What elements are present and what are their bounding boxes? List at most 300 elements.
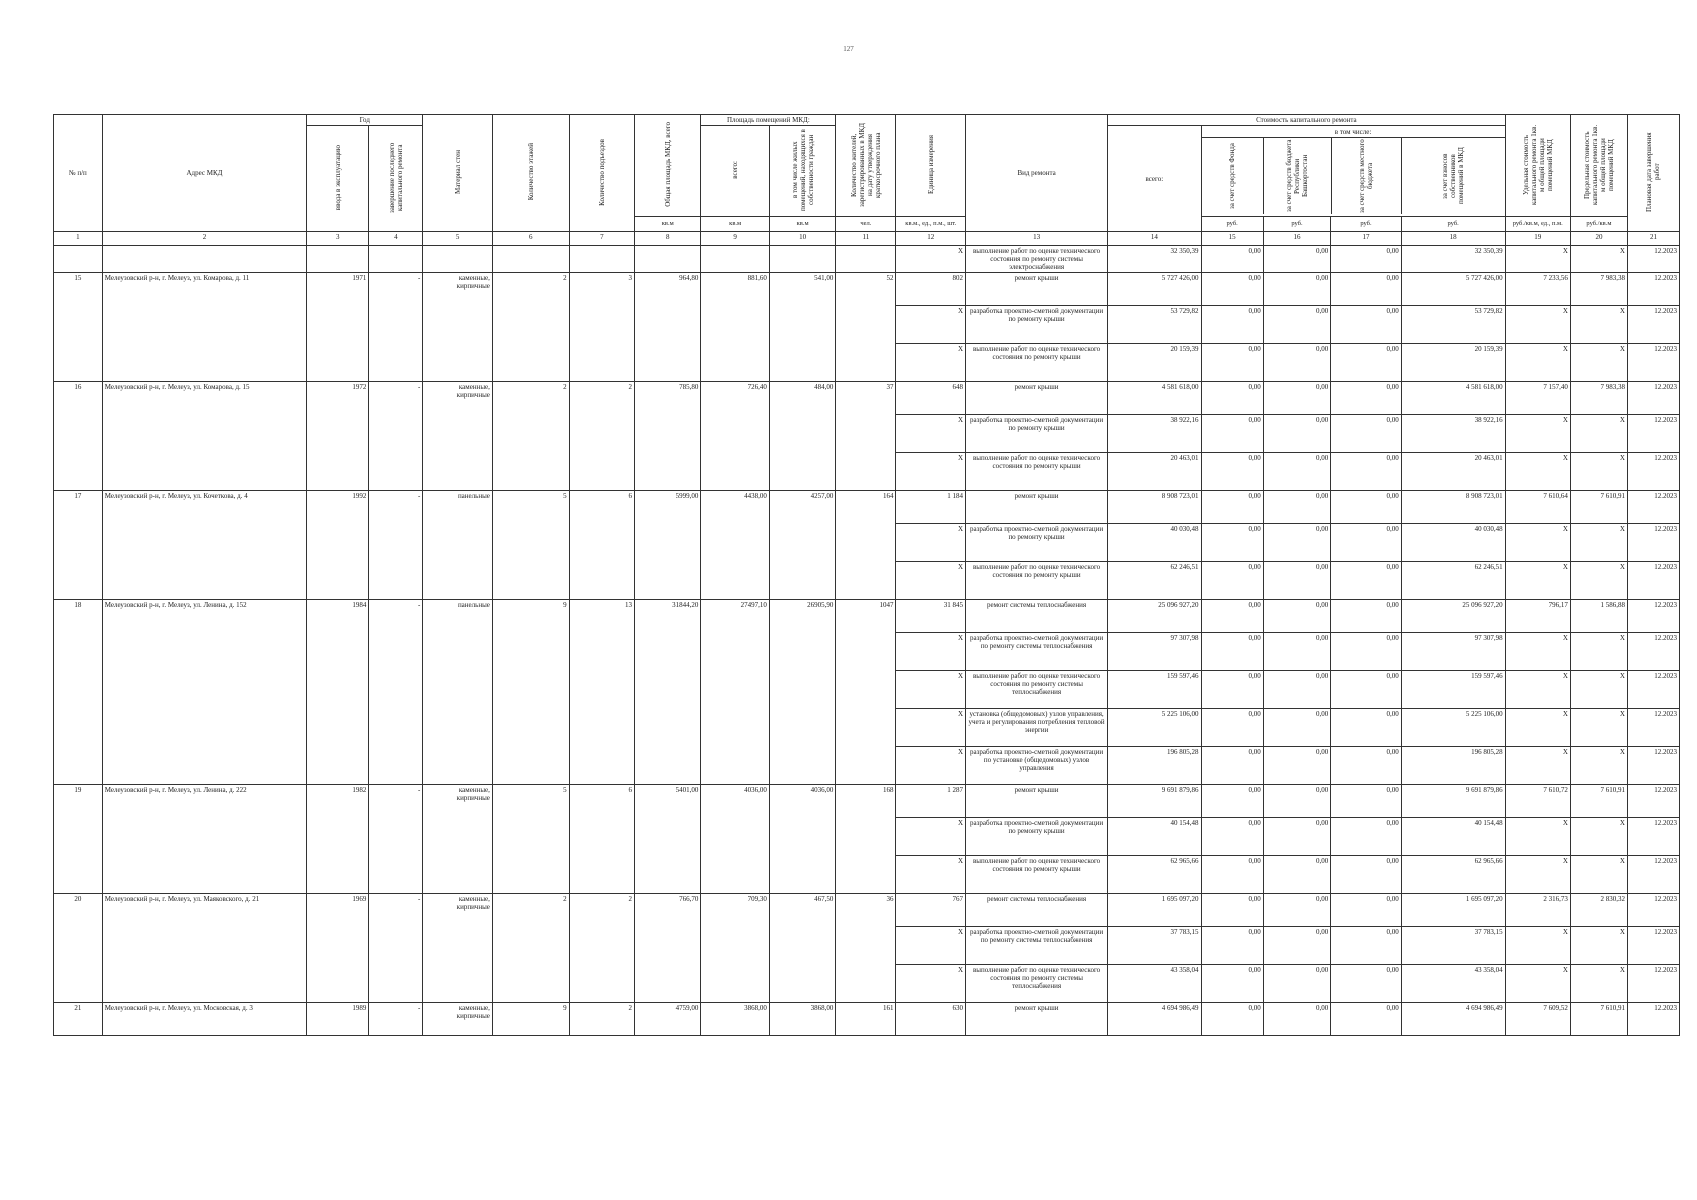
unit-quantity: X — [896, 246, 966, 273]
header-residents: Количество жителей, зарегистрированных в МКД на дату утверждения краткосрочного плана — [836, 115, 896, 217]
cost-owners: 53 729,82 — [1401, 306, 1505, 344]
unit-residents: чел. — [836, 217, 896, 232]
cost-owners: 38 922,16 — [1401, 415, 1505, 453]
year-commission: 1969 — [307, 894, 369, 1003]
unit-cost-owners: руб. — [1401, 217, 1505, 232]
max-cost: X — [1570, 856, 1627, 894]
max-cost: X — [1570, 633, 1627, 671]
wall-material: каменные, кирпичные — [423, 785, 493, 894]
cost-local: 0,00 — [1331, 785, 1402, 818]
cost-republic: 0,00 — [1263, 818, 1330, 856]
cost-fund: 0,00 — [1201, 965, 1263, 1003]
column-number: 18 — [1401, 232, 1505, 246]
empty-cell — [701, 246, 769, 273]
cost-owners: 37 783,15 — [1401, 927, 1505, 965]
cost-local: 0,00 — [1331, 306, 1402, 344]
plan-date: 12.2023 — [1627, 273, 1679, 306]
cost-fund: 0,00 — [1201, 927, 1263, 965]
cost-fund: 0,00 — [1201, 382, 1263, 415]
plan-date: 12.2023 — [1627, 415, 1679, 453]
total-area: 5999,00 — [635, 491, 701, 600]
cost-local: 0,00 — [1331, 524, 1402, 562]
column-number: 19 — [1505, 232, 1570, 246]
cost-local: 0,00 — [1331, 633, 1402, 671]
work-type: установка (общедомовых) узлов управления, учета и регулирования потребления тепловой энергии — [966, 709, 1108, 747]
unit-quantity: X — [896, 671, 966, 709]
cost-republic: 0,00 — [1263, 491, 1330, 524]
column-number: 20 — [1570, 232, 1627, 246]
cost-total: 20 463,01 — [1108, 453, 1201, 491]
entrances-count: 6 — [569, 785, 634, 894]
total-area: 964,80 — [635, 273, 701, 382]
empty-cell — [769, 246, 835, 273]
header-num: № п/п — [54, 115, 103, 232]
max-cost: X — [1570, 344, 1627, 382]
object-group — [54, 894, 1680, 1003]
cost-republic: 0,00 — [1263, 965, 1330, 1003]
plan-date: 12.2023 — [1627, 785, 1679, 818]
floors-count: 2 — [492, 894, 569, 1003]
max-cost: 1 586,88 — [1570, 600, 1627, 633]
cost-owners: 159 597,46 — [1401, 671, 1505, 709]
column-number: 12 — [896, 232, 966, 246]
cost-total: 5 727 426,00 — [1108, 273, 1201, 306]
year-commission: 1992 — [307, 491, 369, 600]
cost-owners: 40 030,48 — [1401, 524, 1505, 562]
cost-republic: 0,00 — [1263, 785, 1330, 818]
object-number: 19 — [54, 785, 103, 894]
specific-cost: 7 233,56 — [1505, 273, 1570, 306]
column-number: 16 — [1263, 232, 1330, 246]
max-cost: 7 983,38 — [1570, 273, 1627, 306]
column-number: 9 — [701, 232, 769, 246]
object-group — [54, 785, 1680, 894]
cost-fund: 0,00 — [1201, 491, 1263, 524]
header-specific-cost: Удельная стоимость капитального ремонта 1кв. м общей площади помещений МКД — [1505, 115, 1570, 217]
unit-quantity: X — [896, 818, 966, 856]
plan-date: 12.2023 — [1627, 747, 1679, 785]
cost-owners: 25 096 927,20 — [1401, 600, 1505, 633]
cost-local: 0,00 — [1331, 856, 1402, 894]
header-unit: Единица измерения — [896, 115, 966, 217]
max-cost: 7 610,91 — [1570, 785, 1627, 818]
cost-fund: 0,00 — [1201, 709, 1263, 747]
object-group — [54, 491, 1680, 600]
unit-cost-local: руб. — [1331, 217, 1402, 232]
unit-quantity: 767 — [896, 894, 966, 927]
max-cost: X — [1570, 246, 1627, 273]
cost-republic: 0,00 — [1263, 856, 1330, 894]
object-group — [54, 382, 1680, 491]
cost-republic: 0,00 — [1263, 1003, 1330, 1036]
residents-count: 164 — [836, 491, 896, 600]
floors-count: 5 — [492, 491, 569, 600]
max-cost: X — [1570, 306, 1627, 344]
floors-count: 2 — [492, 273, 569, 382]
header-cost-fund: за счет средств Фонда — [1202, 138, 1264, 214]
plan-date: 12.2023 — [1627, 382, 1679, 415]
plan-date: 12.2023 — [1627, 1003, 1679, 1036]
plan-date: 12.2023 — [1627, 600, 1679, 633]
cost-total: 196 805,28 — [1108, 747, 1201, 785]
cost-total: 62 965,66 — [1108, 856, 1201, 894]
specific-cost: X — [1505, 562, 1570, 600]
entrances-count: 6 — [569, 491, 634, 600]
max-cost: 7 610,91 — [1570, 491, 1627, 524]
plan-date: 12.2023 — [1627, 491, 1679, 524]
cost-total: 43 358,04 — [1108, 965, 1201, 1003]
cost-fund: 0,00 — [1201, 633, 1263, 671]
work-type: разработка проектно-сметной документации по ремонту крыши — [966, 306, 1108, 344]
cost-republic: 0,00 — [1263, 709, 1330, 747]
max-cost: X — [1570, 747, 1627, 785]
column-number: 1 — [54, 232, 103, 246]
entrances-count: 2 — [569, 382, 634, 491]
unit-quantity: X — [896, 747, 966, 785]
cost-total: 4 581 618,00 — [1108, 382, 1201, 415]
unit-quantity: X — [896, 453, 966, 491]
work-type: выполнение работ по оценке технического состояния по ремонту крыши — [966, 453, 1108, 491]
cost-fund: 0,00 — [1201, 600, 1263, 633]
residents-count: 168 — [836, 785, 896, 894]
cost-total: 4 694 986,49 — [1108, 1003, 1201, 1036]
object-address: Мелеузовский р-н, г. Мелеуз, ул. Комарова, д. 15 — [102, 382, 306, 491]
cost-local: 0,00 — [1331, 453, 1402, 491]
year-last-repair: - — [369, 491, 423, 600]
work-type: выполнение работ по оценке технического состояния по ремонту системы электроснабжения — [966, 246, 1108, 273]
entrances-count: 2 — [569, 894, 634, 1003]
column-number: 14 — [1108, 232, 1201, 246]
wall-material: панельные — [423, 600, 493, 785]
residents-count: 1047 — [836, 600, 896, 785]
cost-owners: 8 908 723,01 — [1401, 491, 1505, 524]
carryover-row — [54, 246, 1680, 273]
cost-owners: 1 695 097,20 — [1401, 894, 1505, 927]
year-last-repair: - — [369, 382, 423, 491]
unit-quantity: X — [896, 306, 966, 344]
year-last-repair: - — [369, 894, 423, 1003]
unit-quantity: X — [896, 524, 966, 562]
cost-total: 40 154,48 — [1108, 818, 1201, 856]
cost-local: 0,00 — [1331, 965, 1402, 1003]
year-last-repair: - — [369, 785, 423, 894]
cost-republic: 0,00 — [1263, 273, 1330, 306]
work-type: выполнение работ по оценке технического состояния по ремонту крыши — [966, 562, 1108, 600]
work-type: разработка проектно-сметной документации по ремонту крыши — [966, 818, 1108, 856]
work-type: разработка проектно-сметной документации по установке (общедомовых) узлов управления — [966, 747, 1108, 785]
capital-repair-table — [53, 114, 1680, 1036]
max-cost: X — [1570, 524, 1627, 562]
plan-date: 12.2023 — [1627, 709, 1679, 747]
year-commission: 1982 — [307, 785, 369, 894]
cost-fund: 0,00 — [1201, 562, 1263, 600]
column-number: 7 — [569, 232, 634, 246]
object-number: 16 — [54, 382, 103, 491]
specific-cost: X — [1505, 965, 1570, 1003]
header-total-area: Общая площадь МКД, всего — [635, 115, 701, 217]
cost-local: 0,00 — [1331, 818, 1402, 856]
specific-cost: X — [1505, 246, 1570, 273]
object-group — [54, 1003, 1680, 1036]
max-cost: X — [1570, 562, 1627, 600]
carryover-section — [54, 246, 1680, 273]
cost-owners: 62 246,51 — [1401, 562, 1505, 600]
specific-cost: X — [1505, 524, 1570, 562]
cost-total: 53 729,82 — [1108, 306, 1201, 344]
work-type: ремонт крыши — [966, 785, 1108, 818]
max-cost: X — [1570, 965, 1627, 1003]
column-numbers-row — [54, 232, 1680, 246]
cost-fund: 0,00 — [1201, 747, 1263, 785]
header-cost-group: Стоимость капитального ремонта — [1108, 115, 1505, 126]
cost-fund: 0,00 — [1201, 894, 1263, 927]
residents-count: 161 — [836, 1003, 896, 1036]
object-address: Мелеузовский р-н, г. Мелеуз, ул. Ленина, д. 222 — [102, 785, 306, 894]
cost-total: 1 695 097,20 — [1108, 894, 1201, 927]
cost-republic: 0,00 — [1263, 927, 1330, 965]
unit-unit: кв.м., ед., п.м., шт. — [896, 217, 966, 232]
header-max-cost: Предельная стоимость капитального ремонта 1кв. м общей площади помещений МКД — [1570, 115, 1627, 217]
specific-cost: 7 157,40 — [1505, 382, 1570, 415]
area-total: 709,30 — [701, 894, 769, 1003]
max-cost: X — [1570, 671, 1627, 709]
year-commission: 1971 — [307, 273, 369, 382]
header-including: в том числе: — [1202, 128, 1505, 138]
specific-cost: X — [1505, 818, 1570, 856]
cost-local: 0,00 — [1331, 344, 1402, 382]
unit-quantity: X — [896, 415, 966, 453]
table-row — [54, 894, 1680, 927]
header-cost-local: за счет средств местного бюджета — [1332, 138, 1403, 214]
unit-quantity: 630 — [896, 1003, 966, 1036]
plan-date: 12.2023 — [1627, 818, 1679, 856]
cost-fund: 0,00 — [1201, 306, 1263, 344]
floors-count: 2 — [492, 382, 569, 491]
header-area-group: Площадь помещений МКД: — [701, 115, 836, 126]
table-row — [54, 600, 1680, 633]
specific-cost: X — [1505, 747, 1570, 785]
cost-fund: 0,00 — [1201, 856, 1263, 894]
object-number: 17 — [54, 491, 103, 600]
specific-cost: 796,17 — [1505, 600, 1570, 633]
column-number: 10 — [769, 232, 835, 246]
specific-cost: 7 610,72 — [1505, 785, 1570, 818]
column-number: 2 — [102, 232, 306, 246]
wall-material: каменные, кирпичные — [423, 894, 493, 1003]
cost-fund: 0,00 — [1201, 273, 1263, 306]
cost-total: 8 908 723,01 — [1108, 491, 1201, 524]
page-number: 127 — [843, 45, 854, 53]
cost-fund: 0,00 — [1201, 818, 1263, 856]
unit-quantity: X — [896, 927, 966, 965]
year-commission: 1972 — [307, 382, 369, 491]
empty-cell — [54, 246, 103, 273]
wall-material: панельные — [423, 491, 493, 600]
header-entrances: Количество подъездов — [569, 115, 634, 232]
unit-quantity: 802 — [896, 273, 966, 306]
object-address: Мелеузовский р-н, г. Мелеуз, ул. Маяковского, д. 21 — [102, 894, 306, 1003]
column-number: 4 — [369, 232, 423, 246]
cost-local: 0,00 — [1331, 927, 1402, 965]
unit-quantity: 1 287 — [896, 785, 966, 818]
empty-cell — [369, 246, 423, 273]
specific-cost: 2 316,73 — [1505, 894, 1570, 927]
entrances-count: 13 — [569, 600, 634, 785]
object-number: 20 — [54, 894, 103, 1003]
empty-cell — [635, 246, 701, 273]
area-private: 4257,00 — [769, 491, 835, 600]
empty-cell — [423, 246, 493, 273]
entrances-count: 3 — [569, 273, 634, 382]
cost-owners: 4 694 986,49 — [1401, 1003, 1505, 1036]
work-type: ремонт системы теплоснабжения — [966, 894, 1108, 927]
cost-owners: 97 307,98 — [1401, 633, 1505, 671]
column-number: 11 — [836, 232, 896, 246]
cost-local: 0,00 — [1331, 600, 1402, 633]
table-row — [54, 491, 1680, 524]
column-number: 8 — [635, 232, 701, 246]
header-including-block — [1201, 126, 1505, 217]
cost-republic: 0,00 — [1263, 671, 1330, 709]
plan-date: 12.2023 — [1627, 856, 1679, 894]
cost-fund: 0,00 — [1201, 344, 1263, 382]
cost-republic: 0,00 — [1263, 894, 1330, 927]
max-cost: X — [1570, 927, 1627, 965]
plan-date: 12.2023 — [1627, 246, 1679, 273]
entrances-count: 2 — [569, 1003, 634, 1036]
specific-cost: 7 609,52 — [1505, 1003, 1570, 1036]
cost-local: 0,00 — [1331, 273, 1402, 306]
header-wall-material: Материал стен — [423, 115, 493, 232]
work-type: выполнение работ по оценке технического состояния по ремонту крыши — [966, 856, 1108, 894]
table-row — [54, 382, 1680, 415]
unit-quantity: X — [896, 562, 966, 600]
total-area: 766,70 — [635, 894, 701, 1003]
specific-cost: 7 610,64 — [1505, 491, 1570, 524]
cost-republic: 0,00 — [1263, 453, 1330, 491]
cost-fund: 0,00 — [1201, 785, 1263, 818]
plan-date: 12.2023 — [1627, 524, 1679, 562]
area-private: 541,00 — [769, 273, 835, 382]
cost-republic: 0,00 — [1263, 246, 1330, 273]
cost-republic: 0,00 — [1263, 747, 1330, 785]
plan-date: 12.2023 — [1627, 453, 1679, 491]
residents-count: 52 — [836, 273, 896, 382]
work-type: разработка проектно-сметной документации по ремонту крыши — [966, 524, 1108, 562]
header-plan-date: Плановая дата завершения работ — [1627, 115, 1679, 232]
max-cost: 2 830,32 — [1570, 894, 1627, 927]
object-address: Мелеузовский р-н, г. Мелеуз, ул. Кочеткова, д. 4 — [102, 491, 306, 600]
header-work-type: Вид ремонта — [966, 115, 1108, 232]
year-commission: 1989 — [307, 1003, 369, 1036]
max-cost: X — [1570, 453, 1627, 491]
work-type: выполнение работ по оценке технического состояния по ремонту системы теплоснабжения — [966, 965, 1108, 1003]
cost-total: 5 225 106,00 — [1108, 709, 1201, 747]
object-address: Мелеузовский р-н, г. Мелеуз, ул. Московская, д. 3 — [102, 1003, 306, 1036]
max-cost: X — [1570, 818, 1627, 856]
cost-total: 37 783,15 — [1108, 927, 1201, 965]
cost-republic: 0,00 — [1263, 415, 1330, 453]
wall-material: каменные, кирпичные — [423, 1003, 493, 1036]
cost-owners: 9 691 879,86 — [1401, 785, 1505, 818]
cost-local: 0,00 — [1331, 382, 1402, 415]
unit-max-cost: руб./кв.м — [1570, 217, 1627, 232]
area-private: 467,50 — [769, 894, 835, 1003]
floors-count: 9 — [492, 600, 569, 785]
cost-owners: 5 225 106,00 — [1401, 709, 1505, 747]
max-cost: X — [1570, 709, 1627, 747]
table-row — [54, 273, 1680, 306]
cost-owners: 20 159,39 — [1401, 344, 1505, 382]
work-type: ремонт системы теплоснабжения — [966, 600, 1108, 633]
cost-local: 0,00 — [1331, 747, 1402, 785]
area-total: 3868,00 — [701, 1003, 769, 1036]
object-address: Мелеузовский р-н, г. Мелеуз, ул. Ленина, д. 152 — [102, 600, 306, 785]
work-type: разработка проектно-сметной документации по ремонту крыши — [966, 415, 1108, 453]
header-area-private: в том числе жилых помещений, находящихся в собственности граждан — [769, 126, 835, 217]
cost-total: 32 350,39 — [1108, 246, 1201, 273]
cost-local: 0,00 — [1331, 894, 1402, 927]
plan-date: 12.2023 — [1627, 344, 1679, 382]
area-private: 4036,00 — [769, 785, 835, 894]
cost-local: 0,00 — [1331, 562, 1402, 600]
cost-total: 9 691 879,86 — [1108, 785, 1201, 818]
area-private: 26905,90 — [769, 600, 835, 785]
area-total: 4036,00 — [701, 785, 769, 894]
specific-cost: X — [1505, 709, 1570, 747]
work-type: ремонт крыши — [966, 1003, 1108, 1036]
residents-count: 37 — [836, 382, 896, 491]
object-group — [54, 600, 1680, 785]
header-address: Адрес МКД — [102, 115, 306, 232]
table-row — [54, 1003, 1680, 1036]
header-area-total: всего: — [701, 126, 769, 217]
header-year-commission: ввода в эксплуатацию — [307, 126, 369, 232]
cost-fund: 0,00 — [1201, 246, 1263, 273]
object-group — [54, 273, 1680, 382]
cost-republic: 0,00 — [1263, 600, 1330, 633]
header-cost-republic: за счет средств бюджета Республики Башкортостан — [1264, 138, 1332, 214]
residents-count: 36 — [836, 894, 896, 1003]
wall-material: каменные, кирпичные — [423, 382, 493, 491]
work-type: разработка проектно-сметной документации по ремонту системы теплоснабжения — [966, 633, 1108, 671]
table-header — [54, 115, 1680, 246]
object-number: 18 — [54, 600, 103, 785]
empty-cell — [569, 246, 634, 273]
unit-total-area: кв.м — [635, 217, 701, 232]
object-address: Мелеузовский р-н, г. Мелеуз, ул. Комарова, д. 11 — [102, 273, 306, 382]
total-area: 5401,00 — [635, 785, 701, 894]
cost-local: 0,00 — [1331, 1003, 1402, 1036]
area-total: 881,60 — [701, 273, 769, 382]
cost-republic: 0,00 — [1263, 633, 1330, 671]
unit-quantity: 648 — [896, 382, 966, 415]
unit-area-private: кв.м — [769, 217, 835, 232]
wall-material: каменные, кирпичные — [423, 273, 493, 382]
unit-specific-cost: руб./кв.м, ед., п.м. — [1505, 217, 1570, 232]
specific-cost: X — [1505, 306, 1570, 344]
cost-fund: 0,00 — [1201, 671, 1263, 709]
year-last-repair: - — [369, 273, 423, 382]
header-year-last-repair: завершение последнего капитального ремонта — [369, 126, 423, 232]
cost-fund: 0,00 — [1201, 524, 1263, 562]
cost-local: 0,00 — [1331, 671, 1402, 709]
header-floors: Количество этажей — [492, 115, 569, 232]
total-area: 4759,00 — [635, 1003, 701, 1036]
area-private: 484,00 — [769, 382, 835, 491]
cost-owners: 32 350,39 — [1401, 246, 1505, 273]
plan-date: 12.2023 — [1627, 562, 1679, 600]
